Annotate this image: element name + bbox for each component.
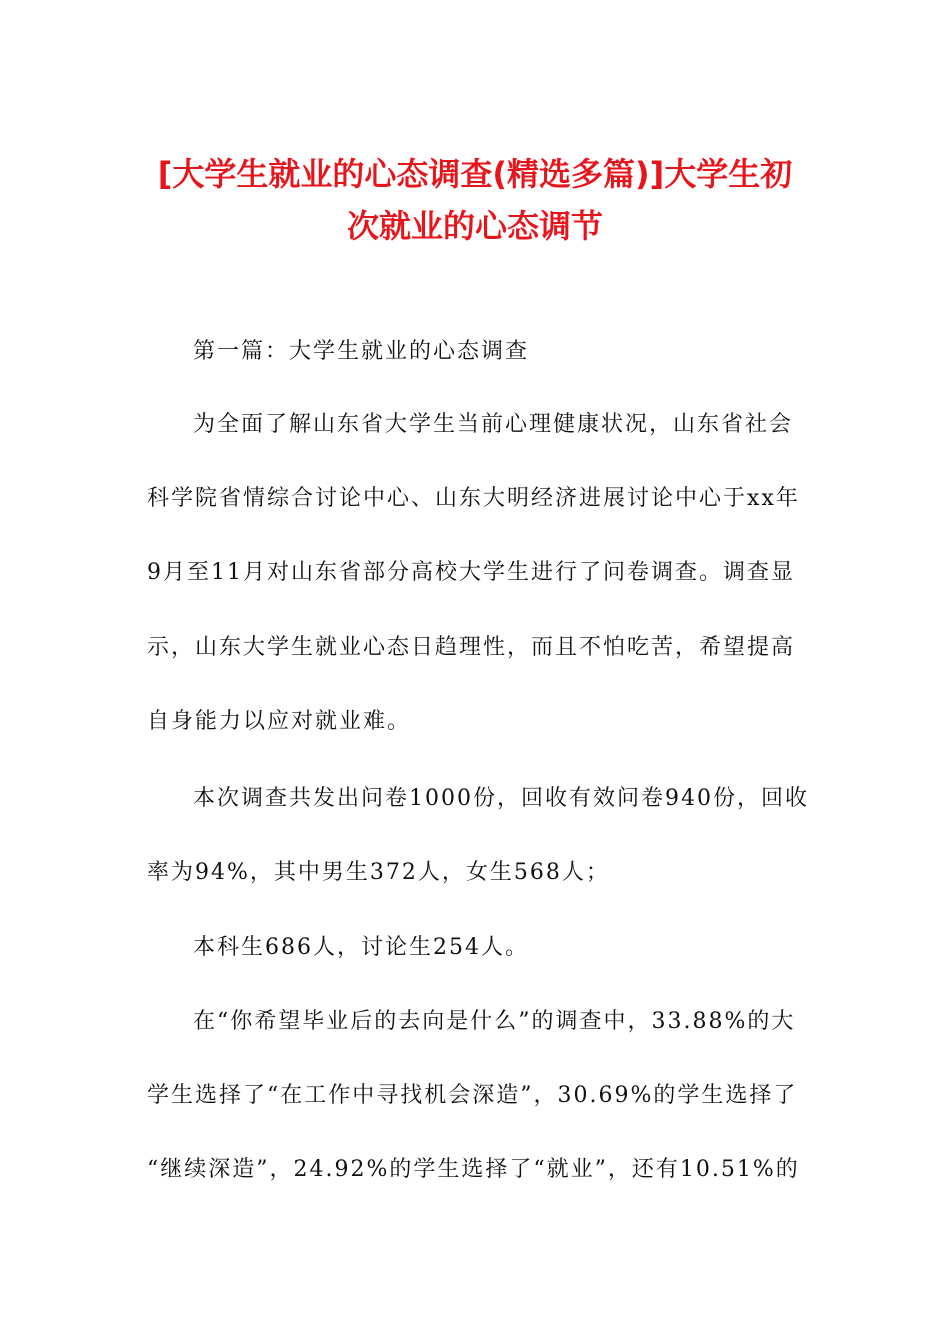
paragraph-line: 率为94%，其中男生372人，女生568人； <box>147 860 610 885</box>
paragraph-line: 在“你希望毕业后的去向是什么”的调查中，33.88%的大 <box>193 1009 796 1034</box>
paragraph-line: 学生选择了“在工作中寻找机会深造”，30.69%的学生选择了 <box>147 1083 798 1108</box>
paragraph-line: 示，山东大学生就业心态日趋理性，而且不怕吃苦，希望提高 <box>147 635 796 660</box>
paragraph-line: “继续深造”，24.92%的学生选择了“就业”，还有10.51%的 <box>147 1157 800 1182</box>
paragraph-line: 本科生686人，讨论生254人。 <box>193 935 529 960</box>
section-heading: 第一篇：大学生就业的心态调查 <box>193 339 530 364</box>
paragraph-line: 9月至11月对山东省部分高校大学生进行了问卷调查。调查显 <box>147 560 795 585</box>
paragraph-line: 科学院省情综合讨论中心、山东大明经济进展讨论中心于xx年 <box>147 486 800 511</box>
paragraph-line: 自身能力以应对就业难。 <box>147 709 412 734</box>
title-line-1: [大学生就业的心态调查(精选多篇)]大学生初 <box>157 155 793 193</box>
paragraph-line: 本次调查共发出问卷1000份，回收有效问卷940份，回收 <box>193 786 809 811</box>
title-line-2: 次就业的心态调节 <box>346 207 603 245</box>
document-title <box>100 148 850 252</box>
paragraph-line: 为全面了解山东省大学生当前心理健康状况，山东省社会 <box>193 412 794 437</box>
